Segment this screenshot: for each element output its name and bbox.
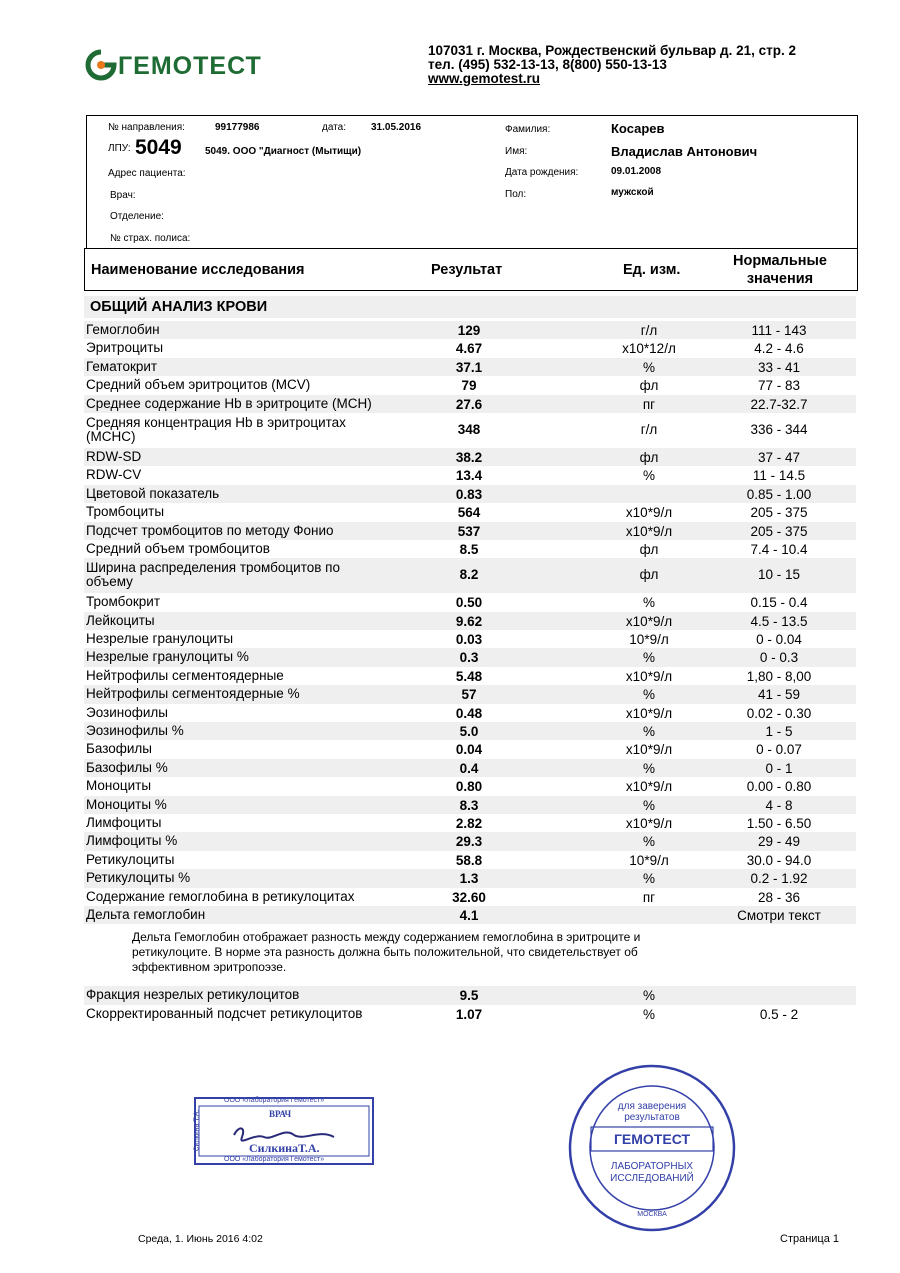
result-unit: фл xyxy=(639,449,659,465)
norm-header-line2: значения xyxy=(746,271,814,287)
patient-surname: Косарев xyxy=(611,121,665,136)
result-norm: 29 - 49 xyxy=(757,834,801,850)
result-value: 537 xyxy=(457,523,481,539)
result-name: RDW-SD xyxy=(86,448,142,464)
result-norm: 33 - 41 xyxy=(757,359,801,375)
result-value: 37.1 xyxy=(455,359,483,375)
referral-date: 31.05.2016 xyxy=(371,122,422,133)
table-row xyxy=(84,851,856,869)
table-row xyxy=(84,777,856,795)
doctor-stamp-top: ООО «Лаборатория Гемотест» xyxy=(224,1097,325,1104)
doctor-stamp xyxy=(194,1097,374,1165)
result-unit: фл xyxy=(639,567,659,583)
result-value: 5.48 xyxy=(455,668,483,684)
result-norm: 0.00 - 0.80 xyxy=(746,779,812,795)
result-name: Эозинофилы xyxy=(86,704,168,720)
table-row xyxy=(84,503,856,521)
result-name: Базофилы % xyxy=(86,759,168,775)
result-value: 29.3 xyxy=(455,834,483,850)
result-norm: 1,80 - 8,00 xyxy=(746,668,812,684)
lpu-label: ЛПУ: xyxy=(108,143,131,154)
name-label: Имя: xyxy=(505,146,528,157)
result-unit: % xyxy=(642,650,655,666)
result-unit: % xyxy=(642,359,655,375)
logo-text: ГЕМОТЕСТ xyxy=(118,52,262,80)
table-row xyxy=(84,540,856,558)
doctor-stamp-title: ВРАЧ xyxy=(269,1109,292,1119)
result-name: Тромбоциты xyxy=(86,504,165,520)
table-row xyxy=(84,321,856,339)
table-row xyxy=(84,685,856,703)
result-value: 1.07 xyxy=(455,1006,483,1022)
result-name: Лейкоциты xyxy=(86,612,155,628)
result-value: 0.83 xyxy=(455,486,483,502)
lab-address xyxy=(428,44,796,86)
result-unit: % xyxy=(642,988,655,1004)
result-name: Подсчет тромбоцитов по методу Фонио xyxy=(86,522,334,538)
table-row xyxy=(84,612,856,630)
result-unit: % xyxy=(642,595,655,611)
result-value: 0.50 xyxy=(455,595,483,611)
table-row xyxy=(84,485,856,503)
table-row xyxy=(84,448,856,466)
result-unit: x10*9/л xyxy=(625,523,673,539)
result-unit: г/л xyxy=(640,421,658,437)
result-unit: 10*9/л xyxy=(629,852,669,868)
result-name: Базофилы xyxy=(86,741,152,757)
result-norm: 30.0 - 94.0 xyxy=(746,852,812,868)
result-value: 0.04 xyxy=(455,742,483,758)
result-norm: 41 - 59 xyxy=(757,687,801,703)
table-row xyxy=(84,796,856,814)
result-name: Ретикулоциты % xyxy=(86,870,191,886)
result-unit: x10*9/л xyxy=(625,779,673,795)
result-name: Нейтрофилы сегментоядерные % xyxy=(86,686,300,702)
table-row xyxy=(84,522,856,540)
result-value: 58.8 xyxy=(455,852,483,868)
table-row xyxy=(84,593,856,611)
result-norm: Смотри текст xyxy=(737,907,821,923)
lab-stamp-city: МОСКВА xyxy=(637,1211,667,1218)
doctor-stamp-bottom: ООО «Лаборатория Гемотест» xyxy=(224,1156,325,1163)
result-name: Моноциты xyxy=(86,778,152,794)
result-value: 8.3 xyxy=(459,797,479,813)
birth-label: Дата рождения: xyxy=(505,167,579,178)
result-value: 348 xyxy=(457,421,481,437)
result-value: 0.03 xyxy=(455,632,483,648)
result-value: 8.2 xyxy=(459,567,479,583)
table-row xyxy=(84,558,856,593)
result-norm: 37 - 47 xyxy=(757,449,801,465)
result-value: 129 xyxy=(457,323,481,338)
referral-number: 99177986 xyxy=(215,122,260,133)
result-unit: % xyxy=(642,468,655,484)
result-norm: 0.15 - 0.4 xyxy=(750,595,808,611)
table-row xyxy=(84,832,856,850)
result-norm: 11 - 14.5 xyxy=(752,468,806,484)
result-name: Средняя концентрация Hb в эритроцитах (MCHC) xyxy=(86,414,346,444)
result-norm: 1.50 - 6.50 xyxy=(746,815,812,831)
policy-label: № страх. полиса: xyxy=(110,233,191,244)
print-timestamp: Среда, 1. Июнь 2016 4:02 xyxy=(138,1233,263,1245)
result-norm: 77 - 83 xyxy=(757,378,801,394)
lab-stamp-line3: ЛАБОРАТОРНЫХ xyxy=(610,1161,694,1172)
result-norm: 111 - 143 xyxy=(751,323,807,338)
result-norm: 4 - 8 xyxy=(765,797,793,813)
result-unit: пг xyxy=(642,889,656,905)
result-value: 2.82 xyxy=(455,815,483,831)
result-value: 38.2 xyxy=(455,449,483,465)
table-row xyxy=(84,704,856,722)
result-norm: 205 - 375 xyxy=(750,505,808,521)
result-norm: 336 - 344 xyxy=(750,421,808,437)
result-value: 27.6 xyxy=(455,396,483,412)
surname-label: Фамилия: xyxy=(505,124,551,135)
result-unit: фл xyxy=(639,378,659,394)
results-table xyxy=(84,321,856,1023)
table-row xyxy=(84,722,856,740)
result-unit: x10*9/л xyxy=(625,668,673,684)
delta-hb-note xyxy=(84,924,856,986)
result-norm: 0 - 1 xyxy=(765,760,793,776)
result-value: 0.4 xyxy=(459,760,479,776)
lpu-number: 5049 xyxy=(135,136,182,159)
address-line: 107031 г. Москва, Рождественский бульвар д. 21, стр. 2 xyxy=(428,43,796,58)
referral-label: № направления: xyxy=(108,122,185,133)
result-name: Лимфоциты % xyxy=(86,833,178,849)
gemotest-logo xyxy=(84,48,274,84)
logo-icon xyxy=(84,48,118,82)
table-row xyxy=(84,466,856,484)
result-value: 9.62 xyxy=(455,613,483,629)
result-value: 79 xyxy=(461,378,477,394)
result-value: 5.0 xyxy=(459,724,479,740)
result-norm: 0.02 - 0.30 xyxy=(746,705,812,721)
table-row xyxy=(84,740,856,758)
result-unit: x10*9/л xyxy=(625,505,673,521)
col-name-header: Наименование исследования xyxy=(91,262,305,278)
result-name: Моноциты % xyxy=(86,796,167,812)
lab-stamp xyxy=(567,1063,737,1233)
page-number: Страница 1 xyxy=(780,1233,840,1245)
table-header xyxy=(84,248,858,291)
result-value: 564 xyxy=(457,505,481,521)
address-label: Адрес пациента: xyxy=(108,168,186,179)
table-row xyxy=(84,814,856,832)
result-norm: 7.4 - 10.4 xyxy=(750,541,808,557)
result-name: Содержание гемоглобина в ретикулоцитах xyxy=(86,888,355,904)
patient-sex: мужской xyxy=(611,187,654,198)
result-value: 57 xyxy=(461,687,477,703)
result-unit: 10*9/л xyxy=(629,632,669,648)
lab-stamp-brand: ГЕМОТЕСТ xyxy=(613,1131,691,1147)
table-row xyxy=(84,395,856,413)
result-norm: 4.2 - 4.6 xyxy=(754,341,804,357)
lab-stamp-graphic xyxy=(567,1063,737,1233)
result-unit: г/л xyxy=(640,323,658,338)
result-name: Тромбокрит xyxy=(86,594,161,610)
table-row xyxy=(84,630,856,648)
result-norm: 10 - 15 xyxy=(757,567,801,583)
result-name: Незрелые гранулоциты % xyxy=(86,649,249,665)
result-unit: % xyxy=(642,760,655,776)
section-title xyxy=(84,296,856,318)
result-name: RDW-CV xyxy=(86,467,142,483)
result-unit: x10*9/л xyxy=(625,742,673,758)
result-value: 0.48 xyxy=(455,705,483,721)
result-unit: % xyxy=(642,687,655,703)
result-value: 32.60 xyxy=(452,889,486,905)
result-value: 4.67 xyxy=(455,341,483,357)
table-row xyxy=(84,358,856,376)
result-norm: 4.5 - 13.5 xyxy=(750,613,808,629)
result-norm: 28 - 36 xyxy=(757,889,801,905)
result-name: Нейтрофилы сегментоядерные xyxy=(86,667,284,683)
result-value: 1.3 xyxy=(459,871,479,887)
delta-hb-note-text: Дельта Гемоглобин отображает разность между содержанием гемоглобина в эритроците и ретикулоците. В норме эта разность должна быть положительной, что свидетельствует об эффективном эритропоэзе. xyxy=(132,930,641,975)
result-name: Незрелые гранулоциты xyxy=(86,631,234,647)
result-norm: 0 - 0.3 xyxy=(759,650,799,666)
doctor-label: Врач: xyxy=(110,190,136,201)
result-unit: x10*9/л xyxy=(625,705,673,721)
doctor-stamp-name: СилкинаТ.А. xyxy=(249,1141,320,1155)
table-row xyxy=(84,648,856,666)
col-unit-header: Ед. изм. xyxy=(623,262,681,278)
result-value: 4.1 xyxy=(459,907,479,923)
result-norm: 0.2 - 1.92 xyxy=(750,871,808,887)
result-norm: 0.5 - 2 xyxy=(759,1006,799,1022)
result-unit: % xyxy=(642,871,655,887)
col-result-header: Результат xyxy=(431,262,503,278)
sex-label: Пол: xyxy=(505,189,527,200)
col-norm-header xyxy=(715,252,845,288)
table-row xyxy=(84,339,856,357)
result-name: Ширина распределения тромбоцитов по объему xyxy=(86,560,340,590)
table-row xyxy=(84,986,856,1004)
result-value: 9.5 xyxy=(459,988,479,1004)
result-unit: фл xyxy=(639,541,659,557)
result-name: Эритроциты xyxy=(86,340,164,356)
result-unit: % xyxy=(642,1006,655,1022)
patient-info-box xyxy=(86,115,858,251)
result-norm: 22.7-32.7 xyxy=(750,396,808,412)
result-value: 0.80 xyxy=(455,779,483,795)
table-row xyxy=(84,376,856,394)
result-norm: 205 - 375 xyxy=(750,523,808,539)
result-unit: x10*9/л xyxy=(625,815,673,831)
patient-name: Владислав Антонович xyxy=(611,144,758,159)
result-value: 0.3 xyxy=(459,650,479,666)
result-name: Гемоглобин xyxy=(86,322,160,337)
result-name: Лимфоциты xyxy=(86,814,162,830)
norm-header-line1: Нормальные xyxy=(733,253,827,269)
website-link[interactable]: www.gemotest.ru xyxy=(428,71,541,86)
result-unit: x10*9/л xyxy=(625,613,673,629)
result-norm: 0 - 0.07 xyxy=(756,742,802,758)
table-row xyxy=(84,888,856,906)
table-row xyxy=(84,906,856,924)
birth-date: 09.01.2008 xyxy=(611,166,662,177)
result-value: 13.4 xyxy=(455,468,483,484)
table-row xyxy=(84,1005,856,1023)
table-row xyxy=(84,759,856,777)
phone-line: тел. (495) 532-13-13, 8(800) 550-13-13 xyxy=(428,57,667,72)
result-unit: % xyxy=(642,797,655,813)
lab-stamp-line4: ИССЛЕДОВАНИЙ xyxy=(610,1173,694,1184)
result-name: Цветовой показатель xyxy=(86,485,220,501)
section-title-text: ОБЩИЙ АНАЛИЗ КРОВИ xyxy=(90,299,268,315)
date-label: дата: xyxy=(322,122,346,133)
result-unit: пг xyxy=(642,396,656,412)
result-name: Скорректированный подсчет ретикулоцитов xyxy=(86,1005,363,1021)
result-unit: % xyxy=(642,724,655,740)
result-unit: x10*12/л xyxy=(622,341,676,357)
result-name: Фракция незрелых ретикулоцитов xyxy=(86,987,300,1003)
lab-stamp-line1: для заверения xyxy=(617,1101,687,1112)
result-name: Ретикулоциты xyxy=(86,851,175,867)
doctor-stamp-side: Силкина Т.А. xyxy=(193,1109,201,1152)
department-label: Отделение: xyxy=(110,211,164,222)
result-name: Дельта гемоглобин xyxy=(86,906,206,922)
table-row xyxy=(84,667,856,685)
result-norm: 1 - 5 xyxy=(765,724,793,740)
lab-stamp-line2: результатов xyxy=(624,1112,680,1123)
result-unit: % xyxy=(642,834,655,850)
table-row xyxy=(84,869,856,887)
table-row xyxy=(84,413,856,448)
result-norm: 0 - 0.04 xyxy=(756,632,802,648)
result-value: 8.5 xyxy=(459,541,479,557)
result-norm: 0.85 - 1.00 xyxy=(746,486,812,502)
result-name: Гематокрит xyxy=(86,358,158,374)
result-name: Эозинофилы % xyxy=(86,723,184,739)
result-name: Среднее содержание Hb в эритроците (MCH) xyxy=(86,395,372,411)
result-name: Средний объем эритроцитов (MCV) xyxy=(86,377,311,393)
result-name: Средний объем тромбоцитов xyxy=(86,540,270,556)
lpu-name: 5049. ООО "Диагност (Мытищи) xyxy=(205,146,362,157)
